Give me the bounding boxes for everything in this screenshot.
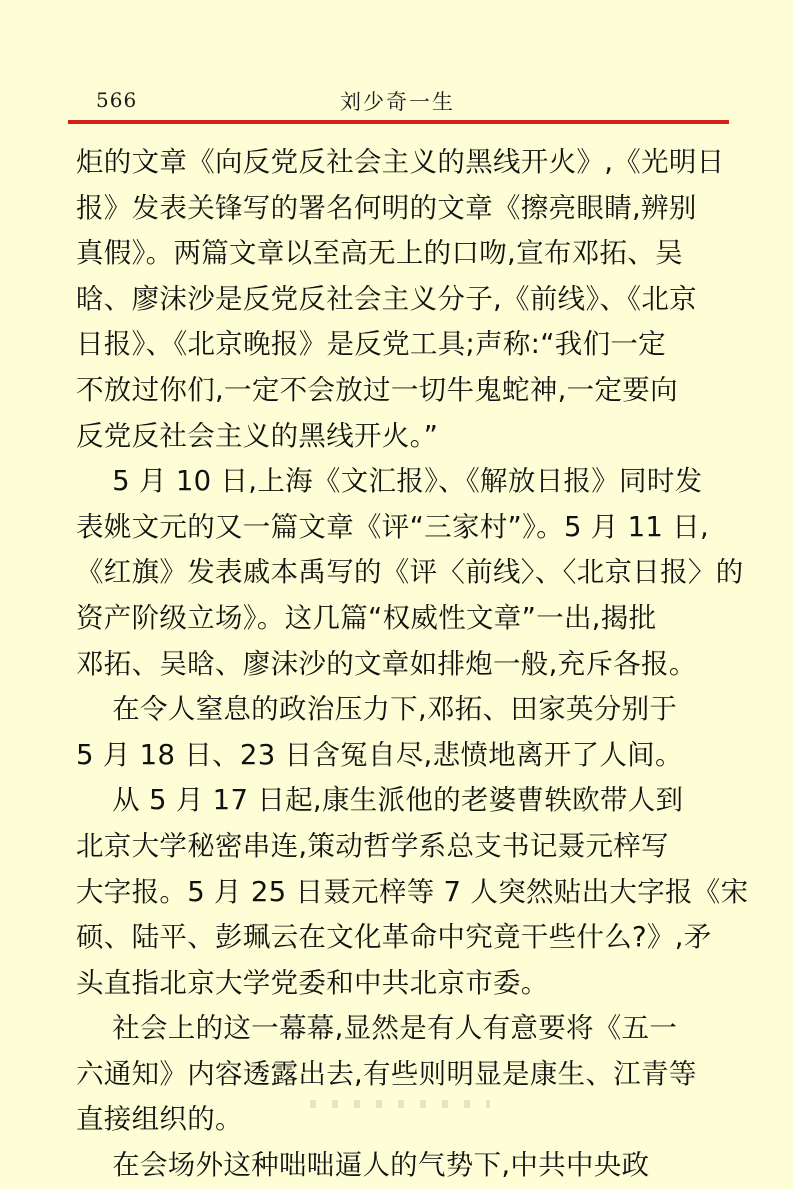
page-header bbox=[68, 82, 728, 122]
text-line: 在令人窒息的政治压力下,邓拓、田家英分别于 bbox=[76, 693, 678, 726]
text-line: 5 月 10 日,上海《文汇报》、《解放日报》同时发 bbox=[76, 465, 703, 498]
text-line: 北京大学秘密串连,策动哲学系总支书记聂元梓写 bbox=[76, 829, 669, 862]
page-number: 566 bbox=[96, 88, 138, 112]
text-line: 资产阶级立场》。这几篇“权威性文章”一出,揭批 bbox=[76, 601, 657, 634]
text-line: 日报》、《北京晚报》是反党工具;声称:“我们一定 bbox=[76, 328, 666, 361]
running-title: 刘少奇一生 bbox=[340, 90, 455, 114]
text-line: 邓拓、吴晗、廖沫沙的文章如排炮一般,充斥各报。 bbox=[76, 647, 697, 680]
text-line: 大字报。5 月 25 日聂元梓等 7 人突然贴出大字报《宋 bbox=[76, 875, 749, 908]
text-line: 硕、陆平、彭珮云在文化革命中究竟干些什么?》,矛 bbox=[76, 921, 712, 954]
text-line: 炬的文章《向反党反社会主义的黑线开火》,《光明日 bbox=[76, 146, 725, 178]
text-line: 5 月 18 日、23 日含冤自尽,悲愤地离开了人间。 bbox=[76, 738, 683, 771]
text-line: 在会场外这种咄咄逼人的气势下,中共中央政 bbox=[76, 1149, 650, 1182]
body-text bbox=[76, 140, 749, 1189]
text-line: 六通知》内容透露出去,有些则明显是康生、江青等 bbox=[76, 1057, 697, 1090]
header-divider bbox=[68, 120, 729, 124]
text-line: 从 5 月 17 日起,康生派他的老婆曹轶欧带人到 bbox=[76, 784, 684, 817]
text-line: 报》发表关锋写的署名何明的文章《擦亮眼睛,辨别 bbox=[76, 191, 697, 224]
text-line: 不放过你们,一定不会放过一切牛鬼蛇神,一定要向 bbox=[76, 373, 678, 406]
text-line: 表姚文元的又一篇文章《评“三家村”》。5 月 11 日, bbox=[76, 510, 710, 543]
text-line: 社会上的这一幕幕,显然是有人有意要将《五一 bbox=[76, 1012, 678, 1045]
text-line: 头直指北京大学党委和中共北京市委。 bbox=[76, 966, 549, 999]
text-line: 真假》。两篇文章以至高无上的口吻,宣布邓拓、吴 bbox=[76, 237, 683, 270]
text-line: 反党反社会主义的黑线开火。” bbox=[76, 419, 439, 452]
text-line: 晗、廖沫沙是反党反社会主义分子,《前线》、《北京 bbox=[76, 282, 697, 315]
bleed-through-marks bbox=[310, 1100, 490, 1108]
text-line: 《红旗》发表戚本禹写的《评〈前线〉、〈北京日报〉的 bbox=[76, 556, 744, 589]
text-line: 直接组织的。 bbox=[76, 1103, 243, 1136]
